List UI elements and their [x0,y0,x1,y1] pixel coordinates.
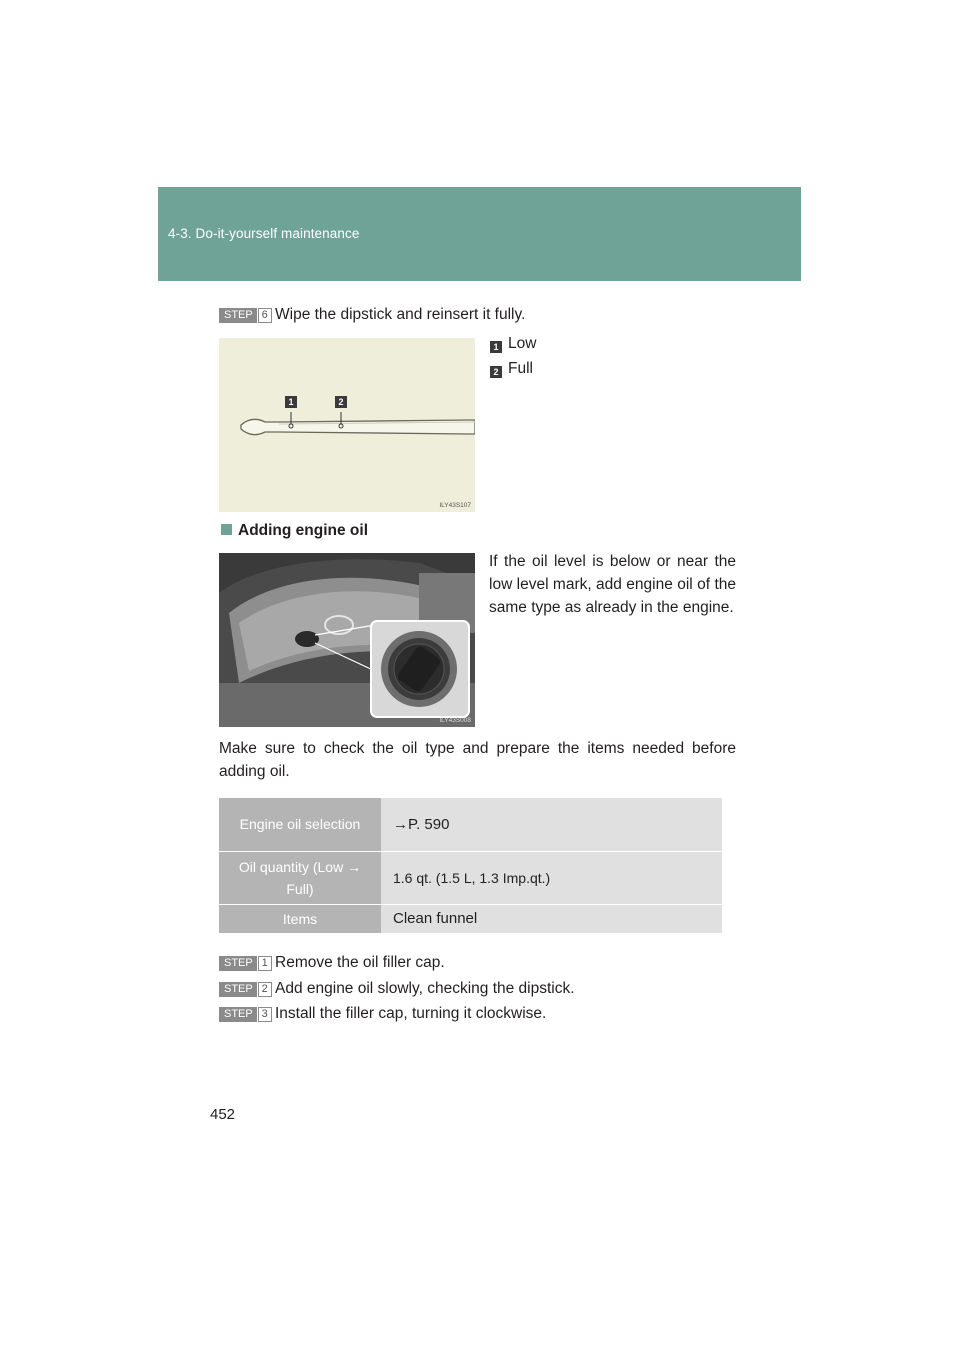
oil-info-table [219,798,722,934]
adding-oil-description: If the oil level is below or near the low level mark, add engine oil of the same type as already in the engine. [489,553,736,616]
step-label: STEP [219,1007,257,1022]
step-number: 3 [258,1007,272,1022]
legend-1-text: Low [508,335,537,352]
step-label: STEP [219,308,257,323]
section-header-title: 4-3. Do-it-yourself maintenance [168,226,360,241]
figure-code: ILY43S008 [439,717,471,724]
engine-bay-figure [219,553,475,727]
table-key: Oil quantity (Low → Full) [219,851,381,904]
step-6-text: Wipe the dipstick and reinsert it fully. [275,306,526,323]
step-2-text: Add engine oil slowly, checking the dipstick. [275,980,575,997]
section-square-icon [221,524,232,535]
table-row [219,798,722,851]
table-row [219,904,722,933]
step-number: 6 [258,308,272,323]
header-band [158,187,801,281]
dipstick-illustration [219,338,475,512]
step-label: STEP [219,956,257,971]
figure-code: ILY43S107 [439,502,471,509]
step-label: STEP [219,982,257,997]
callout-2: 2 [335,396,347,408]
step-1-text: Remove the oil filler cap. [275,954,445,971]
section-heading [221,522,368,540]
callout-1: 1 [285,396,297,408]
step-1-badge [219,956,272,971]
table-key: Items [219,904,381,933]
step-6-badge [219,308,272,323]
step-number: 1 [258,956,272,971]
step-3-badge [219,1007,272,1022]
table-value: →P. 590 [381,798,722,851]
step-3-text: Install the filler cap, turning it clockwise. [275,1005,547,1022]
step-number: 2 [258,982,272,997]
engine-bay-illustration [219,553,475,727]
legend-1-marker: 1 [490,341,502,353]
legend-2-marker: 2 [490,366,502,378]
table-value: 1.6 qt. (1.5 L, 1.3 Imp.qt.) [381,851,722,904]
table-key: Engine oil selection [219,798,381,851]
table-value: Clean funnel [381,904,722,933]
section-heading-text: Adding engine oil [238,522,369,539]
table-row [219,851,722,904]
intro-paragraph: Make sure to check the oil type and prepare the items needed before adding oil. [219,740,736,780]
page-number: 452 [210,1106,236,1123]
dipstick-figure [219,338,475,512]
step-2-badge [219,982,272,997]
legend-2-text: Full [508,360,533,377]
